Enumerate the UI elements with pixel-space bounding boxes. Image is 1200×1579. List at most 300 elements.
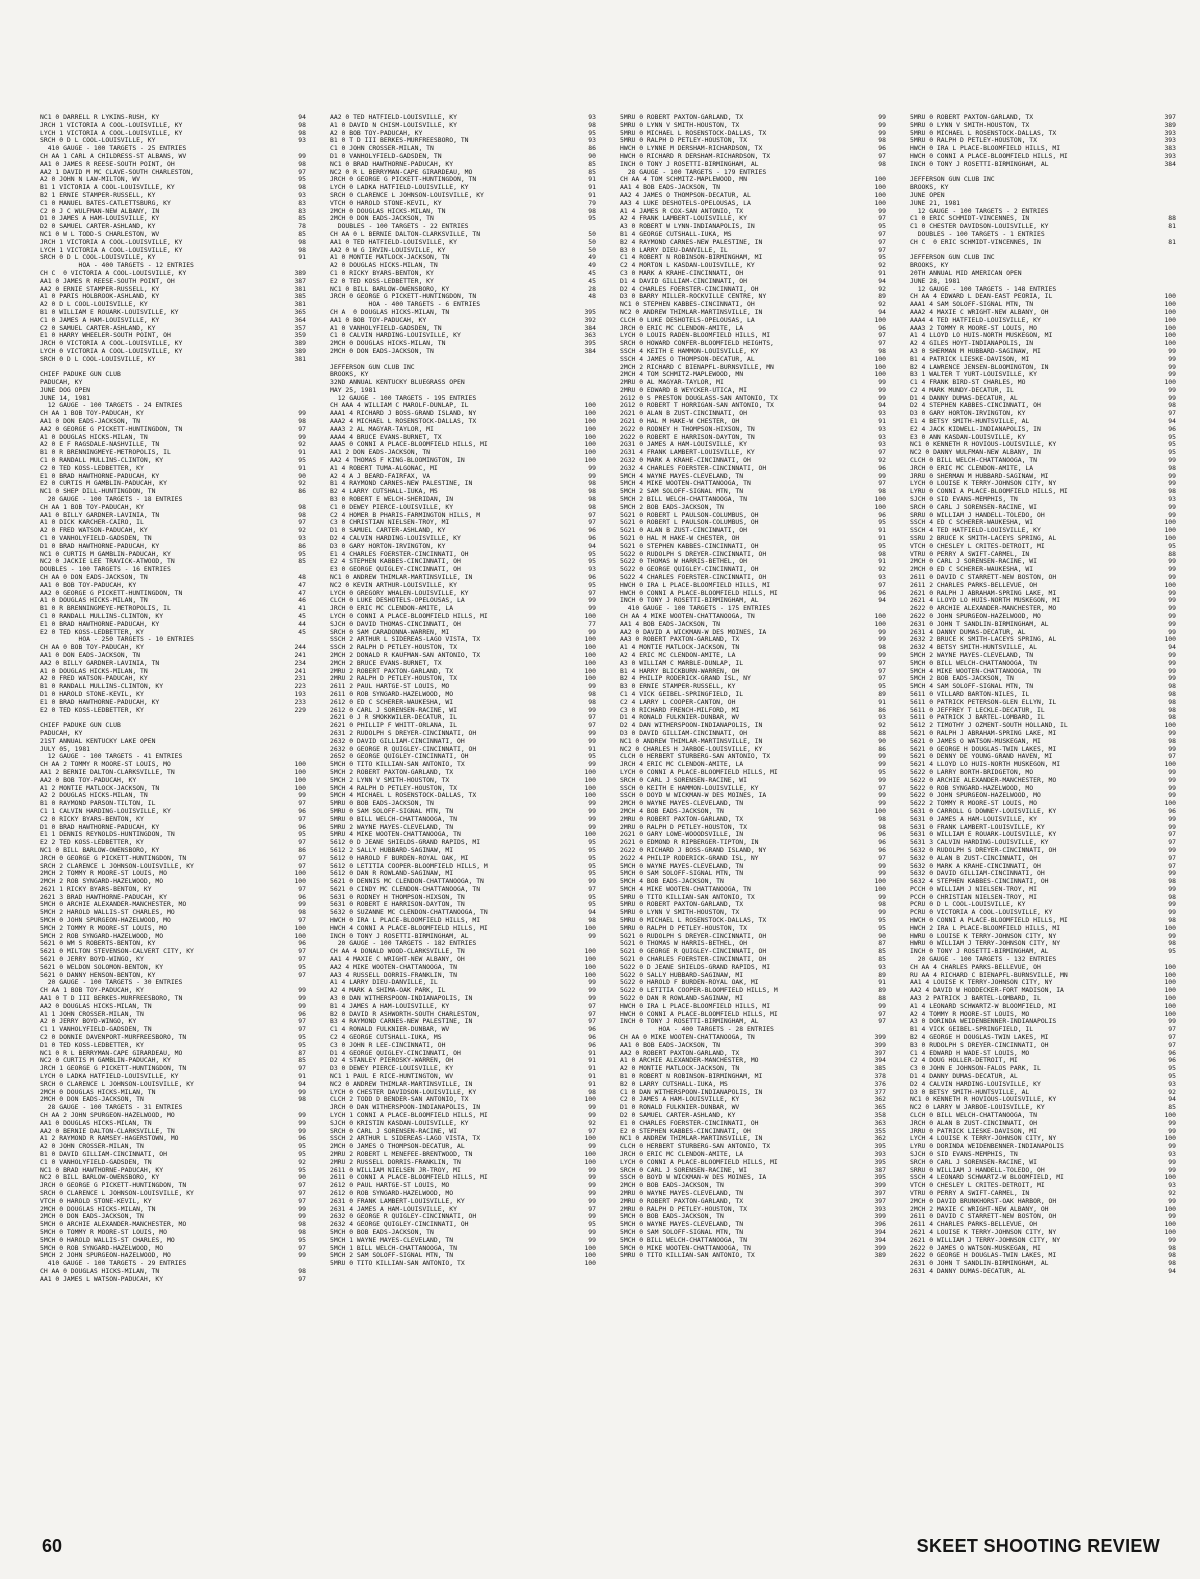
result-line	[910, 761, 1176, 769]
result-score: 98	[1168, 487, 1176, 496]
result-line	[40, 800, 306, 808]
result-line	[40, 325, 306, 333]
result-score: 94	[1168, 417, 1176, 426]
result-score: 100	[874, 502, 886, 511]
result-text: A2 0 FRED WATSON-PADUCAH, KY	[40, 527, 148, 535]
result-score: 99	[588, 1188, 596, 1197]
result-line	[330, 746, 596, 754]
result-line	[330, 480, 596, 488]
result-line	[620, 894, 886, 902]
result-line	[40, 933, 306, 941]
result-score: 98	[878, 487, 886, 496]
result-text: 2MCH 0 ED C SCHERER-WAUKESHA, WI	[910, 566, 1034, 574]
result-score: 99	[1168, 627, 1176, 636]
result-score: 88	[878, 728, 886, 737]
result-line	[620, 519, 886, 527]
result-score: 99	[1168, 596, 1176, 605]
result-score	[276, 364, 306, 372]
result-line	[620, 824, 886, 832]
result-line	[910, 847, 1176, 855]
result-line	[330, 535, 596, 543]
result-line	[40, 1026, 306, 1034]
result-text: D1 0 BRAD HAWTHORNE-PADUCAH, KY	[40, 823, 160, 831]
result-line	[910, 972, 1176, 980]
result-text: SSCH 4 JAMES O THOMPSON-DECATUR, AL	[620, 355, 755, 363]
result-score: 95	[588, 869, 596, 878]
result-line	[620, 1229, 886, 1237]
result-text: C1 0 RICKY BYARS-BENTON, KY	[330, 269, 434, 277]
result-text: 2G22 0 ROBERT E HARRISON-DAYTON, TN	[620, 433, 755, 441]
result-text: AA1 0 T D III BERKES-MURFREESBORO, TN	[40, 995, 183, 1003]
result-line	[330, 325, 596, 333]
result-score: 81	[1168, 237, 1176, 246]
result-score: 99	[1168, 1196, 1176, 1205]
result-score: 100	[1164, 635, 1176, 644]
result-text: 5MCH 0 BOB EADS-JACKSON, TN	[330, 1228, 434, 1236]
result-line	[40, 543, 306, 551]
result-score: 99	[298, 900, 306, 909]
result-text: 2MCH 2 DONALD R KAUFMAN-SAN ANTONIO, TX	[330, 651, 481, 659]
result-line	[620, 551, 886, 559]
result-text: 5MRU 2 WAYNE MAYES-CLEVELAND, TN	[330, 823, 454, 831]
result-score: 362	[874, 1095, 886, 1104]
result-score: 28	[588, 284, 596, 293]
result-score: 96	[298, 806, 306, 815]
result-text: 5632 0 MARK A KRAHE-CINCINNATI, OH	[910, 862, 1041, 870]
result-text: HWRU 0 LOUISE K TERRY-JOHNSON CITY, NY	[910, 932, 1057, 940]
result-line	[910, 707, 1176, 715]
result-line	[40, 824, 306, 832]
result-text: 28 GAUGE - 100 TARGETS - 179 ENTRIES	[620, 168, 767, 176]
result-text: 2MCH 0 WAYNE MAYES-CLEVELAND, TN	[620, 800, 744, 808]
result-score: 96	[1168, 1056, 1176, 1065]
result-line	[910, 441, 1176, 449]
result-score: 362	[874, 1134, 886, 1143]
result-line	[620, 137, 886, 145]
result-text: JRCH 1 VICTORIA A COOL-LOUISVILLE, KY	[40, 238, 183, 246]
result-text: A3 0 DORINDA WEIDENBENNER-INDIANAPOLIS	[910, 1018, 1057, 1026]
result-line	[330, 1159, 596, 1167]
result-score: 93	[1168, 1079, 1176, 1088]
result-text: VTCH 0 CHESLEY L CRITES-DETROIT, MI	[910, 1182, 1045, 1190]
result-score: 50	[588, 229, 596, 238]
result-text: SSRU 2 BRUCE K SMITH-LACEYS SPRING, AL	[910, 535, 1057, 543]
result-text: 5G21 0 HAL M HAKE-W CHESTER, OH	[620, 535, 740, 543]
result-text: 5621 0 DENNY DE YOUNG-GRAND HAVEN, MI	[910, 753, 1053, 761]
result-line	[40, 130, 306, 138]
result-text: 2MCH 0 DOUGLAS HICKS-MILAN, TN	[40, 1088, 156, 1096]
result-score: 96	[298, 1009, 306, 1018]
result-score: 96	[588, 1025, 596, 1034]
result-score: 100	[294, 923, 306, 932]
result-line	[330, 753, 596, 761]
result-line	[40, 714, 306, 722]
result-text: JUNE 21, 1981	[910, 199, 961, 207]
result-text: VTRU 0 PERRY A SWIFT-CARMEL, IN	[910, 550, 1030, 558]
result-line	[620, 714, 886, 722]
result-score: 97	[1168, 409, 1176, 418]
result-line	[910, 1081, 1176, 1089]
result-text: 5MRU 0 TITO KILLIAN-SAN ANTONIO, TX	[330, 1260, 465, 1268]
result-score: 100	[1164, 799, 1176, 808]
result-line	[330, 1245, 596, 1253]
result-score: 97	[298, 1064, 306, 1073]
result-score: 96	[588, 573, 596, 582]
result-text: C2 4 MARK MUNDY-DECATUR, IL	[910, 386, 1014, 394]
result-line	[330, 597, 596, 605]
result-line	[330, 761, 596, 769]
result-score: 97	[588, 510, 596, 519]
result-score: 363	[584, 331, 596, 340]
result-text: 20TH ANNUAL MID AMERICAN OPEN	[910, 269, 1022, 277]
result-score: 85	[1168, 1103, 1176, 1112]
result-score: 95	[1168, 432, 1176, 441]
result-score: 97	[588, 884, 596, 893]
result-score: 99	[878, 471, 886, 480]
result-line	[910, 239, 1176, 247]
result-text: B1 4 PATRICK LIESKE-DAVISON, MI	[910, 355, 1030, 363]
result-line	[620, 348, 886, 356]
result-line	[620, 1073, 886, 1081]
result-text: 12 GAUGE - 100 TARGETS - 148 ENTRIES	[910, 285, 1057, 293]
result-line	[910, 1252, 1176, 1260]
result-text: 2611 2 PAUL HARTGE-ST LOUIS, MO	[330, 683, 450, 691]
result-score: 99	[298, 432, 306, 441]
result-line	[330, 1073, 596, 1081]
result-line	[910, 1112, 1176, 1120]
result-text: 5G22 0 GEORGE QUIGLEY-CINCINNATI, OH	[620, 566, 759, 574]
result-line	[330, 231, 596, 239]
result-line	[910, 636, 1176, 644]
result-line	[40, 855, 306, 863]
result-line	[330, 886, 596, 894]
result-line	[330, 387, 596, 395]
result-text: 5MCH 0 BOB EADS-JACKSON, TN	[620, 1213, 724, 1221]
result-line	[330, 1213, 596, 1221]
result-line	[40, 379, 306, 387]
result-score: 94	[878, 596, 886, 605]
result-line	[40, 441, 306, 449]
result-line	[620, 1128, 886, 1136]
result-text: C1 0 RANDALL MULLINS-CLINTON, KY	[40, 613, 164, 620]
result-score: 100	[874, 183, 886, 192]
result-score: 100	[1164, 1173, 1176, 1182]
result-line	[40, 1073, 306, 1081]
result-score: 100	[874, 198, 886, 207]
result-text: HOA - 250 TARGETS - 10 ENTRIES	[40, 636, 194, 644]
result-line	[910, 1167, 1176, 1175]
result-line	[40, 1128, 306, 1136]
result-line	[40, 1096, 306, 1104]
result-score: 92	[588, 1118, 596, 1127]
result-score: 397	[1164, 114, 1176, 121]
result-line	[40, 558, 306, 566]
result-text: 5G21 0 GEORGE R QUIGLEY-CINCINNATI, OH	[620, 948, 767, 956]
result-line	[40, 925, 306, 933]
result-text: 12 GAUGE - 100 TARGETS - 195 ENTRIES	[330, 394, 477, 402]
result-line	[620, 660, 886, 668]
result-line	[620, 488, 886, 496]
result-line	[330, 301, 596, 309]
result-score: 100	[294, 775, 306, 784]
result-line	[40, 629, 306, 637]
result-line	[330, 145, 596, 153]
result-line	[910, 169, 1176, 177]
result-score: 98	[588, 495, 596, 504]
result-line	[620, 309, 886, 317]
result-text: 2612 0 PAUL HARTGE-ST LOUIS, MO	[330, 1182, 450, 1190]
result-line	[330, 1026, 596, 1034]
result-score: 100	[874, 175, 886, 184]
result-text: 5MCH 4 SAM SOLOFF-SIGNAL MTN, TN	[910, 683, 1034, 691]
result-text: D1 4 DANNY DUMAS-DECATUR, AL	[910, 1073, 1018, 1081]
result-score: 98	[1168, 682, 1176, 691]
result-text: 5MCH 0 MIKE WOOTEN-CHATTANOOGA, TN	[620, 1244, 751, 1252]
result-text: HWRU 0 WILLIAM J TERRY-JOHNSON CITY, NY	[910, 940, 1061, 948]
result-line	[910, 558, 1176, 566]
result-line	[620, 1042, 886, 1050]
result-score: 93	[878, 409, 886, 418]
result-text: SRCH 2 CLARENCE L JOHNSON-LOUISVILLE, KY	[40, 862, 194, 870]
result-score: 99	[878, 378, 886, 387]
result-text: VTCH 0 CHESLEY L CRITES-DETROIT, MI	[910, 542, 1045, 550]
result-score: 97	[878, 666, 886, 675]
result-line	[910, 215, 1176, 223]
result-line	[620, 356, 886, 364]
result-text: A1 0 VANHOLYFIELD-GADSDEN, TN	[330, 324, 442, 332]
result-text: AA1 0 JAMES R REESE-SOUTH POINT, OH	[40, 160, 175, 168]
result-score: 389	[874, 1251, 886, 1260]
result-text: 2652 0 GEORGE QUIGLEY-CINCINNATI, OH	[330, 753, 469, 761]
result-text: D1 0 HAROLD STONE-KEVIL, KY	[40, 690, 144, 698]
result-text: 2622 0 JAMES O WATSON-MUSKEGAN, MI	[910, 1244, 1041, 1252]
result-text: A1 0 DOUGLAS HICKS-MILAN, TN	[40, 433, 148, 441]
result-text: 2621 3 BRAD HAWTHORNE-PADUCAH, KY	[40, 893, 167, 901]
result-text: CLCH 2 TODD D BENDER-SAN ANTONIO, TX	[330, 1096, 469, 1104]
result-line	[330, 1221, 596, 1229]
result-line	[330, 1174, 596, 1182]
result-text: D2 4 DAN WITHERSPOON-INDIANAPOLIS, IN	[620, 722, 763, 730]
result-line	[910, 675, 1176, 683]
result-line	[910, 387, 1176, 395]
result-line	[910, 1065, 1176, 1073]
result-text: AA3 2 PATRICK J BARTEL-LOMBARD, IL	[910, 995, 1041, 1003]
result-line	[910, 309, 1176, 317]
result-text: HOA - 400 TARGETS - 28 ENTRIES	[620, 1026, 774, 1034]
results-column-1	[40, 114, 306, 1504]
result-text: 2G21 0 GARY LOWE-WOOODSVILLE, IN	[620, 831, 744, 839]
result-line	[910, 808, 1176, 816]
result-score: 96	[878, 510, 886, 519]
result-text: 5MCH 2 SAM SOLOFF-SIGNAL MTN, TN	[620, 488, 744, 496]
result-line	[910, 1151, 1176, 1159]
result-line	[40, 480, 306, 488]
result-line	[910, 1206, 1176, 1214]
result-text: 2G12 0 S PRESTON DOUGLASS-SAN ANTONIO, TX	[620, 394, 778, 402]
result-line	[910, 1190, 1176, 1198]
result-text: B3 0 ERNIE STAMPER-RUSSELL, KY	[620, 683, 736, 691]
result-line	[40, 1167, 306, 1175]
result-text: 2MRU 0 RALPH D PETLEY-HOUSTON, TX	[620, 1205, 747, 1213]
result-text: CLCH 0 BILL WELCH-CHATTANOOGA, TN	[910, 1112, 1037, 1119]
result-text: NC1 0 BILL BARLOW-OWENSBORO, KY	[40, 846, 160, 854]
result-line	[40, 730, 306, 738]
result-text: SRCH 0 CARL J SORENSEN-RACINE, WI	[620, 1166, 747, 1174]
result-line	[40, 816, 306, 824]
result-line	[40, 1143, 306, 1151]
result-text: B2 0 DAVID R ASHWORTH-SOUTH CHARLESTON,	[330, 1010, 481, 1018]
result-line	[620, 987, 886, 995]
result-line	[910, 161, 1176, 169]
result-text: PCRU 0 D L COOL-LOUISVILLE, KY	[910, 901, 1026, 909]
result-score: 96	[1168, 806, 1176, 815]
result-score: 97	[298, 799, 306, 808]
result-text: AA2 4 DAVID W HODDECKER-FORT MADISON, IA	[910, 987, 1064, 995]
result-text: 2621 0 J R SMOKKWILER-DECATUR, IL	[330, 714, 457, 722]
result-score: 100	[1164, 378, 1176, 387]
result-line	[910, 317, 1176, 325]
result-score: 95	[588, 580, 596, 589]
result-text: PCCH 0 CHRISTIAN NIELSEN-TROY, MI	[910, 893, 1037, 901]
result-line	[40, 488, 306, 496]
result-line	[40, 215, 306, 223]
result-text: JRCH 0 ERIC MC CLENDON-AMITE, LA	[620, 1150, 744, 1158]
result-score	[1146, 270, 1176, 278]
result-text: C3 0 JOHN E JOHNSON-FALOS PARK, IL	[910, 1065, 1041, 1073]
result-text: E2 0 STEPHEN KABBES-CINCINNATI, OH	[620, 1127, 751, 1135]
result-line	[910, 699, 1176, 707]
result-score: 98	[298, 417, 306, 426]
result-score: 99	[1168, 845, 1176, 854]
result-text: 5MCH 4 MICHAEL L ROSENSTOCK-DALLAS, TX	[330, 792, 477, 800]
result-line	[910, 1221, 1176, 1229]
result-line	[330, 699, 596, 707]
result-line	[40, 769, 306, 777]
result-score: 49	[588, 261, 596, 270]
result-text: PADUCAH, KY	[40, 729, 83, 737]
result-score: 91	[588, 190, 596, 199]
result-score: 99	[588, 1165, 596, 1174]
result-score: 389	[1164, 120, 1176, 129]
result-line	[620, 1112, 886, 1120]
result-line	[330, 364, 596, 372]
result-score: 94	[1168, 1266, 1176, 1275]
result-score: 97	[878, 151, 886, 160]
result-score: 97	[298, 970, 306, 979]
result-text: 32ND ANNUAL KENTUCKY BLUEGRASS OPEN	[330, 379, 465, 387]
result-text: NC2 0 BILL BARLOW-OWENSBORO, KY	[40, 1174, 160, 1182]
result-score: 85	[298, 1056, 306, 1065]
result-score: 98	[588, 206, 596, 215]
result-text: C1 1 CALVIN HARDING-LOUISVILLE, KY	[40, 807, 171, 815]
result-text: CH AA 4 MIKE WOOTEN-CHATTANOOGA, TN	[620, 613, 755, 620]
result-score: 100	[1164, 1204, 1176, 1213]
result-text: DOUBLES - 100 TARGETS - 22 ENTRIES	[330, 223, 469, 231]
result-score: 99	[1168, 573, 1176, 582]
result-line	[620, 426, 886, 434]
result-line	[40, 270, 306, 278]
result-score: 394	[874, 1227, 886, 1236]
result-text: 2MCH 2 MAXIE C WRIGHT-NEW ALBANY, OH	[910, 1205, 1049, 1213]
result-score: 90	[588, 151, 596, 160]
result-line	[40, 332, 306, 340]
result-line	[40, 979, 306, 987]
result-text	[910, 247, 1146, 255]
result-line	[910, 878, 1176, 886]
result-text: JEFFERSON GUN CLUB INC	[910, 176, 995, 184]
result-text: LYCH 0 CONNI A PLACE-BLOOMFIELD HILLS, MI	[620, 1158, 778, 1166]
result-line	[620, 722, 886, 730]
result-line	[40, 1190, 306, 1198]
result-line	[910, 426, 1176, 434]
result-line	[40, 831, 306, 839]
result-text: SRCH 0 D L COOL-LOUISVILLE, KY	[40, 254, 156, 262]
result-score: 45	[298, 612, 306, 620]
result-line	[620, 668, 886, 676]
result-text: 5MCH 4 MIKE WOOTEN-CHATTANOOGA, TN	[620, 480, 751, 488]
result-line	[910, 855, 1176, 863]
result-score: 99	[1168, 931, 1176, 940]
result-score: 91	[878, 417, 886, 426]
result-line	[620, 566, 886, 574]
result-text: 2MCH 0 DOUGLAS HICKS-MILAN, TN	[40, 1205, 156, 1213]
result-score: 94	[588, 541, 596, 550]
result-text: 2G31 4 FRANK LAMBERT-LOUISVILLE, KY	[620, 449, 755, 457]
result-text: 5G21 0 RUDOLPH S DREYER-CINCINNATI, OH	[620, 932, 767, 940]
result-line	[40, 364, 306, 372]
result-score: 97	[298, 1243, 306, 1252]
result-line	[330, 1003, 596, 1011]
result-score: 100	[1164, 923, 1176, 932]
result-text: CLCH 0 LUKE DESHOTELS-OPELOUSAS, LA	[620, 316, 755, 324]
result-line	[620, 597, 886, 605]
result-text: AA2 0 GEORGE G PICKETT-HUNTINGDON, TN	[40, 589, 183, 597]
result-score: 94	[588, 908, 596, 917]
result-text: SJCH 0 SID EVANS-MEMPHIS, TN	[910, 496, 1018, 504]
result-text: A1 4 MONTIE MATLOCK-JACKSON, TN	[620, 644, 740, 652]
result-text: 5MCH 0 BILL WELCH-CHATTANOOGA, TN	[620, 1236, 747, 1244]
result-line	[910, 122, 1176, 130]
result-score: 100	[584, 830, 596, 839]
result-score: 97	[588, 721, 596, 730]
result-text: HWCH 0 CONNI A PLACE-BLOOMFIELD HILLS, MI	[620, 1010, 778, 1018]
result-score: 100	[874, 354, 886, 363]
result-score: 100	[874, 884, 886, 893]
result-line	[40, 1135, 306, 1143]
result-text: D1 4 DAVID GILLIAM-CINCINNATI, OH	[620, 277, 747, 285]
result-text: 2621 0 WILLIAM J TERRY-JOHNSON CITY, NY	[910, 1236, 1061, 1244]
result-score: 81	[1168, 222, 1176, 231]
result-line	[330, 855, 596, 863]
result-line	[620, 785, 886, 793]
result-score: 100	[1164, 1001, 1176, 1010]
result-line	[620, 504, 886, 512]
result-text: 5MCH 0 BILL WELCH-CHATTANOOGA, TN	[910, 659, 1037, 667]
result-line	[910, 1135, 1176, 1143]
result-text: A2 4 A J BEARD-FAIRFAX, VA	[330, 472, 431, 480]
result-score: 92	[298, 1157, 306, 1166]
result-text: E3 0 ANN KASDAN-LOUISVILLE, KY	[910, 433, 1026, 441]
result-line	[330, 122, 596, 130]
result-score: 97	[588, 1017, 596, 1026]
result-score: 97	[878, 479, 886, 488]
result-line	[910, 270, 1176, 278]
result-text: D2 4 CALVIN HARDING-LOUISVILLE, KY	[910, 1080, 1041, 1088]
result-line	[330, 668, 596, 676]
result-score: 94	[878, 307, 886, 316]
result-text: NC1 0 ANDREW THIMLAR-MARTINSVILLE, IN	[620, 737, 763, 745]
result-text: AA1 0 JAMES L WATSON-PADUCAH, KY	[40, 1275, 164, 1283]
